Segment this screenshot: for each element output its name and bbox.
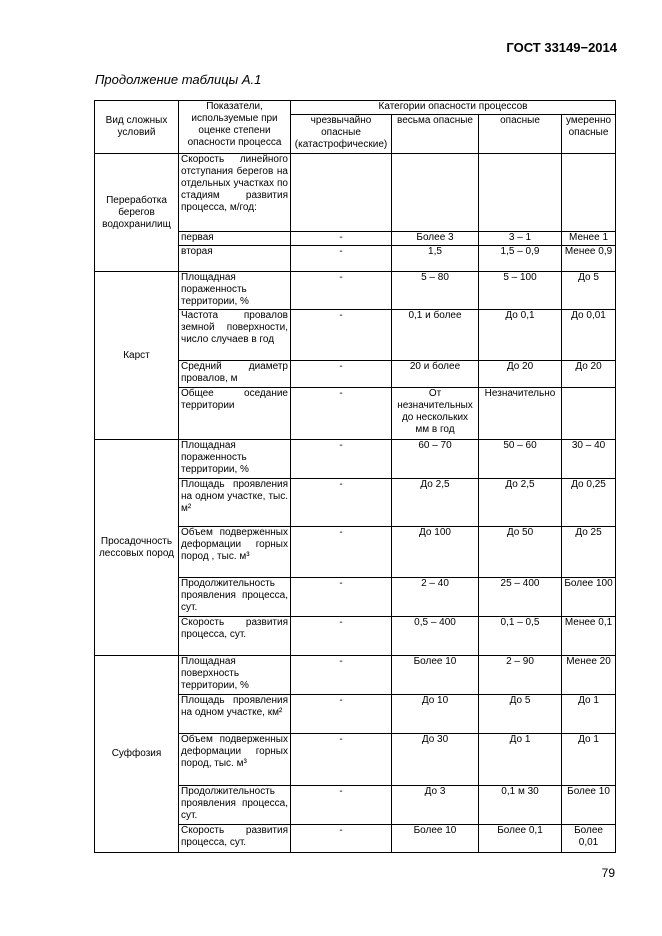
standard-number: ГОСТ 33149−2014 <box>506 40 617 55</box>
category-1-value: - <box>291 527 392 578</box>
category-4-value: Более 0,01 <box>562 825 616 853</box>
indicator-cell: Площадь проявления на одном участке, км² <box>179 695 291 734</box>
category-1-value <box>291 154 392 232</box>
category-1-value: - <box>291 695 392 734</box>
category-4-value: До 1 <box>562 695 616 734</box>
category-2-value: Более 10 <box>392 825 479 853</box>
category-3-value: 50 – 60 <box>479 440 562 479</box>
category-2-value: До 3 <box>392 786 479 825</box>
table-row <box>95 656 616 695</box>
table-row <box>95 272 616 310</box>
category-4-value: Более 100 <box>562 578 616 617</box>
condition-kind-cell: Суффозия <box>95 656 179 853</box>
category-2-value: До 10 <box>392 695 479 734</box>
category-3-value: 0,1 м 30 <box>479 786 562 825</box>
category-4-value: До 0,01 <box>562 310 616 361</box>
category-1-value: - <box>291 440 392 479</box>
category-1-value: - <box>291 272 392 310</box>
category-3-value: До 2,5 <box>479 479 562 527</box>
condition-kind-cell: Просадочность лессовых пород <box>95 440 179 656</box>
category-1-value: - <box>291 479 392 527</box>
category-3-value: До 50 <box>479 527 562 578</box>
category-1-value: - <box>291 734 392 786</box>
header-cat1: чрезвычайно опасные (катастрофические) <box>291 115 392 154</box>
category-3-value: 3 – 1 <box>479 232 562 246</box>
indicator-cell: первая <box>179 232 291 246</box>
header-categories: Категории опасности процессов <box>291 101 616 115</box>
category-2-value: Более 10 <box>392 656 479 695</box>
category-4-value: Более 10 <box>562 786 616 825</box>
category-3-value: 2 – 90 <box>479 656 562 695</box>
category-3-value: До 20 <box>479 361 562 388</box>
indicator-cell: Объем подверженных деформации горных пород, тыс. м³ <box>179 734 291 786</box>
category-2-value <box>392 154 479 232</box>
indicator-cell: Скорость развития процесса, сут. <box>179 825 291 853</box>
category-3-value: До 1 <box>479 734 562 786</box>
category-2-value: 2 – 40 <box>392 578 479 617</box>
category-1-value: - <box>291 656 392 695</box>
category-2-value: 0,1 и более <box>392 310 479 361</box>
table-row <box>95 154 616 232</box>
category-1-value: - <box>291 578 392 617</box>
category-4-value: Менее 1 <box>562 232 616 246</box>
indicator-cell: Площадь проявления на одном участке, тыс. м² <box>179 479 291 527</box>
indicator-cell: Частота провалов земной поверхности, число случаев в год <box>179 310 291 361</box>
category-3-value: 5 – 100 <box>479 272 562 310</box>
category-4-value: До 0,25 <box>562 479 616 527</box>
category-4-value: Менее 0,9 <box>562 246 616 272</box>
category-2-value: До 2,5 <box>392 479 479 527</box>
indicator-cell: Средний диаметр провалов, м <box>179 361 291 388</box>
header-cat2: весьма опасные <box>392 115 479 154</box>
category-1-value: - <box>291 786 392 825</box>
category-4-value: 30 – 40 <box>562 440 616 479</box>
indicator-cell: Продолжительность проявления процесса, сут. <box>179 786 291 825</box>
category-2-value: 60 – 70 <box>392 440 479 479</box>
category-1-value: - <box>291 310 392 361</box>
indicator-cell: Площадная пораженность территории, % <box>179 272 291 310</box>
category-1-value: - <box>291 246 392 272</box>
category-3-value <box>479 154 562 232</box>
category-2-value: До 100 <box>392 527 479 578</box>
indicator-cell: вторая <box>179 246 291 272</box>
category-4-value: До 1 <box>562 734 616 786</box>
category-1-value: - <box>291 232 392 246</box>
category-4-value: Менее 20 <box>562 656 616 695</box>
category-2-value: Более 3 <box>392 232 479 246</box>
category-3-value: Незначительно <box>479 388 562 440</box>
category-3-value: До 5 <box>479 695 562 734</box>
category-2-value: 5 – 80 <box>392 272 479 310</box>
category-2-value: 20 и более <box>392 361 479 388</box>
category-3-value: 1,5 – 0,9 <box>479 246 562 272</box>
category-3-value: 25 – 400 <box>479 578 562 617</box>
condition-kind-cell: Переработка берегов водохранилищ <box>95 154 179 272</box>
category-4-value: До 20 <box>562 361 616 388</box>
category-4-value: Менее 0,1 <box>562 617 616 656</box>
category-1-value: - <box>291 825 392 853</box>
header-indicators: Показатели, используемые при оценке степени опасности процесса <box>179 101 291 154</box>
category-1-value: - <box>291 388 392 440</box>
category-2-value: 1,5 <box>392 246 479 272</box>
header-kind: Вид сложных условий <box>95 101 179 154</box>
category-4-value <box>562 154 616 232</box>
category-3-value: До 0,1 <box>479 310 562 361</box>
indicator-cell: Общее оседание территории <box>179 388 291 440</box>
category-2-value: До 30 <box>392 734 479 786</box>
category-4-value: До 5 <box>562 272 616 310</box>
indicator-cell: Площадная поверхность территории, % <box>179 656 291 695</box>
indicator-cell: Площадная пораженность территории, % <box>179 440 291 479</box>
indicator-cell: Скорость развития процесса, сут. <box>179 617 291 656</box>
indicator-cell: Продолжительность проявления процесса, сут. <box>179 578 291 617</box>
header-cat4: умеренно опасные <box>562 115 616 154</box>
category-2-value: 0,5 – 400 <box>392 617 479 656</box>
indicator-cell: Объем подверженных деформации горных пород , тыс. м³ <box>179 527 291 578</box>
category-1-value: - <box>291 361 392 388</box>
header-cat3: опасные <box>479 115 562 154</box>
category-1-value: - <box>291 617 392 656</box>
category-2-value: От незначительных до нескольких мм в год <box>392 388 479 440</box>
page-number: 79 <box>601 866 615 880</box>
condition-kind-cell: Карст <box>95 272 179 440</box>
category-4-value: До 25 <box>562 527 616 578</box>
table-continuation-caption: Продолжение таблицы А.1 <box>95 72 262 87</box>
hazard-categories-table <box>94 100 616 853</box>
table-row <box>95 440 616 479</box>
category-4-value <box>562 388 616 440</box>
indicator-cell: Скорость линейного отступания берегов на отдельных участках по стадиям развития процесса, м/год: <box>179 154 291 232</box>
category-3-value: 0,1 – 0,5 <box>479 617 562 656</box>
category-3-value: Более 0,1 <box>479 825 562 853</box>
